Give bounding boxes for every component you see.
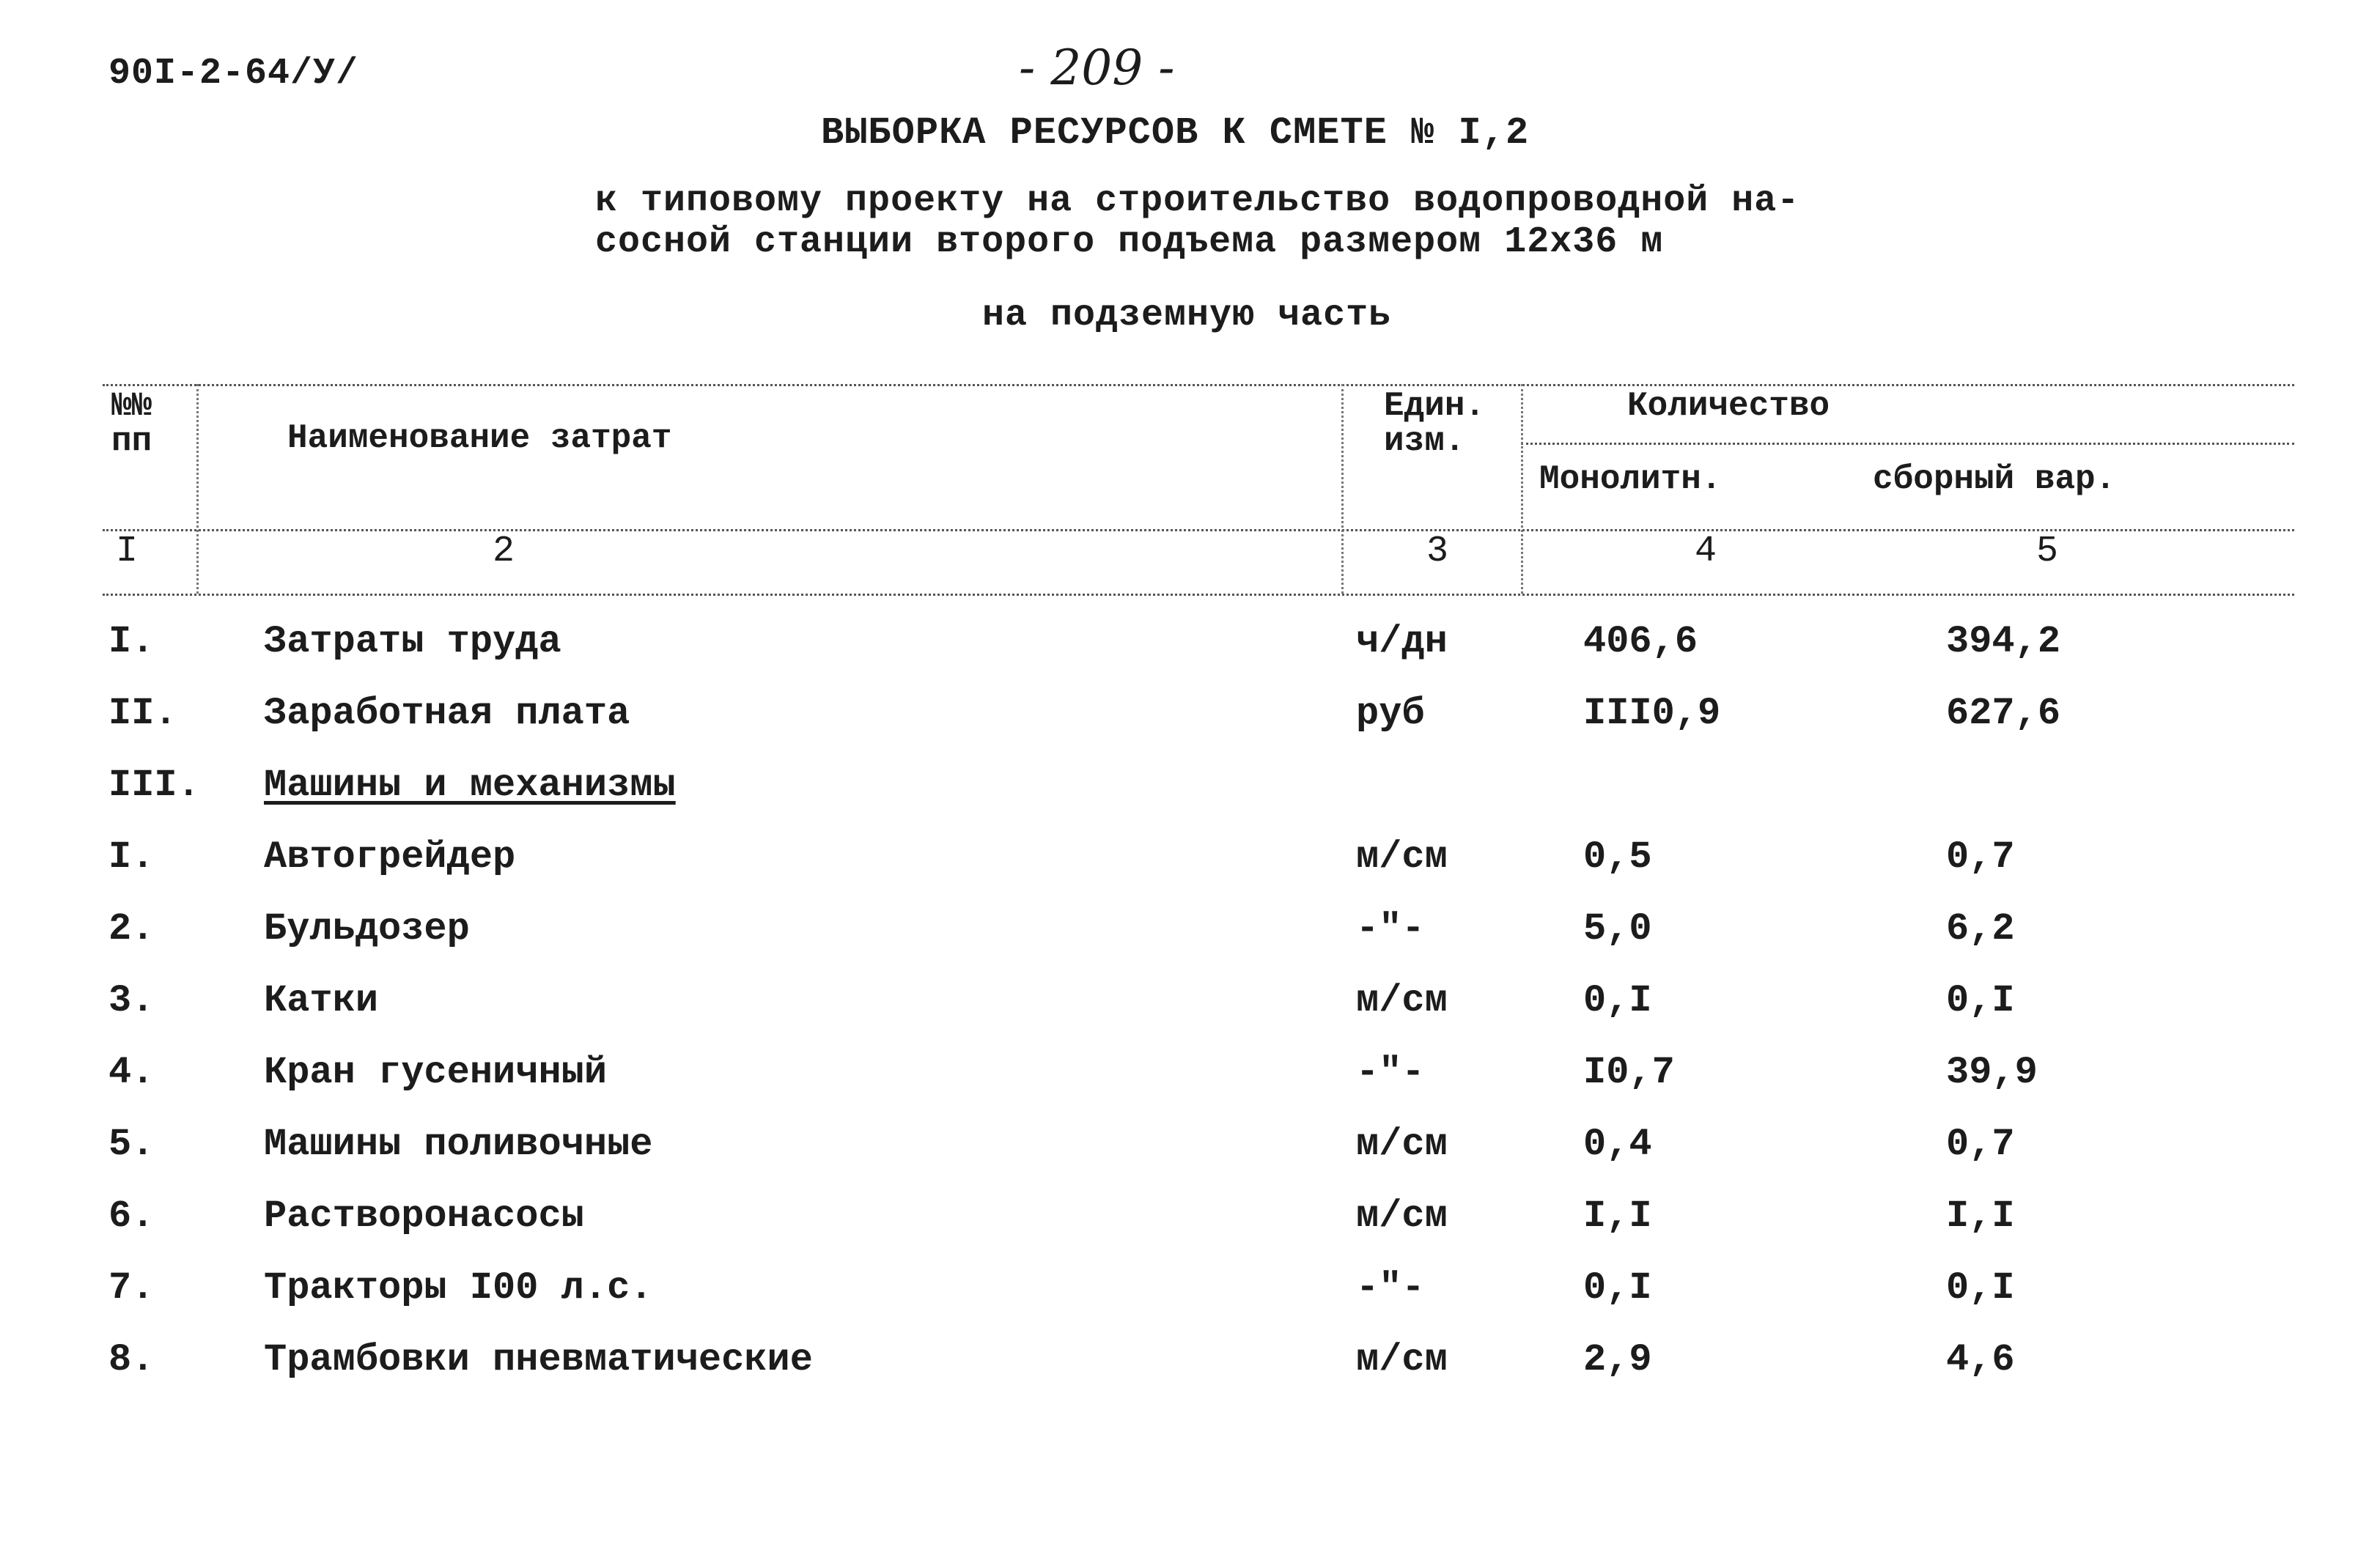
column-divider <box>196 384 199 594</box>
row-number: 7. <box>108 1266 155 1310</box>
row-name: Автогрейдер <box>264 835 516 879</box>
document-title: ВЫБОРКА РЕСУРСОВ К СМЕТЕ № I,2 <box>821 111 1530 155</box>
row-prefab-value: 0,I <box>1946 979 2015 1022</box>
row-unit: м/см <box>1356 835 1448 879</box>
document-subtitle-line2: сосной станции второго подъема размером 12х36 м <box>595 221 1664 263</box>
quantity-subheader-rule <box>1521 443 2294 445</box>
row-prefab-value: 0,I <box>1946 1266 2015 1310</box>
row-monolith-value: 2,9 <box>1583 1338 1652 1381</box>
row-name: Тракторы I00 л.с. <box>264 1266 653 1310</box>
row-unit: ч/дн <box>1356 620 1448 663</box>
row-unit: м/см <box>1356 979 1448 1022</box>
table-top-rule <box>103 384 2294 386</box>
row-unit: -"- <box>1356 1266 1425 1310</box>
row-number: III. <box>108 764 200 807</box>
row-prefab-value: 4,6 <box>1946 1338 2015 1381</box>
row-unit: -"- <box>1356 1051 1425 1094</box>
row-prefab-value: I,I <box>1946 1195 2015 1238</box>
row-number: I. <box>108 835 155 879</box>
row-monolith-value: I0,7 <box>1583 1051 1675 1094</box>
page-number: - 209 - <box>1019 40 1175 96</box>
document-part-label: на подземную часть <box>982 295 1392 336</box>
row-monolith-value: 406,6 <box>1583 620 1698 663</box>
row-name: Трамбовки пневматические <box>264 1338 813 1381</box>
row-name: Растворонасосы <box>264 1195 584 1238</box>
row-prefab-value: 394,2 <box>1946 620 2061 663</box>
row-monolith-value: 0,I <box>1583 979 1652 1022</box>
row-prefab-value: 39,9 <box>1946 1051 2038 1094</box>
row-unit: м/см <box>1356 1195 1448 1238</box>
header-name: Наименование затрат <box>287 419 672 457</box>
row-prefab-value: 627,6 <box>1946 692 2061 735</box>
row-number: 4. <box>108 1051 155 1094</box>
row-name: Затраты труда <box>264 620 561 663</box>
column-divider <box>1341 384 1344 594</box>
header-prefab: сборный вар. <box>1873 460 2116 498</box>
header-bottom-rule <box>103 529 2294 531</box>
row-name: Машины поливочные <box>264 1123 653 1166</box>
row-monolith-value: III0,9 <box>1583 692 1721 735</box>
column-number: I <box>116 531 139 572</box>
row-name: Бульдозер <box>264 907 470 950</box>
row-number: II. <box>108 692 177 735</box>
column-number: 5 <box>2036 531 2059 572</box>
row-name: Кран гусеничный <box>264 1051 608 1094</box>
row-monolith-value: 0,5 <box>1583 835 1652 879</box>
row-number: 6. <box>108 1195 155 1238</box>
header-monolith: Монолитн. <box>1539 460 1722 498</box>
row-number: 8. <box>108 1338 155 1381</box>
row-prefab-value: 0,7 <box>1946 835 2015 879</box>
row-prefab-value: 6,2 <box>1946 907 2015 950</box>
header-quantity: Количество <box>1627 387 1830 425</box>
row-unit: м/см <box>1356 1338 1448 1381</box>
row-monolith-value: I,I <box>1583 1195 1652 1238</box>
row-unit: -"- <box>1356 907 1425 950</box>
row-monolith-value: 5,0 <box>1583 907 1652 950</box>
row-prefab-value: 0,7 <box>1946 1123 2015 1166</box>
section-heading: Машины и механизмы <box>264 764 676 807</box>
row-number: 3. <box>108 979 155 1022</box>
document-subtitle-line1: к типовому проекту на строительство водопроводной на- <box>595 180 1800 222</box>
header-num: №№ пп <box>111 387 152 460</box>
row-number: 5. <box>108 1123 155 1166</box>
row-unit: руб <box>1356 692 1425 735</box>
row-monolith-value: 0,I <box>1583 1266 1652 1310</box>
column-number: 3 <box>1426 531 1449 572</box>
header-unit: Един. изм. <box>1384 387 1486 460</box>
column-number: 2 <box>493 531 515 572</box>
column-number: 4 <box>1695 531 1717 572</box>
row-name: Заработная плата <box>264 692 630 735</box>
row-name: Катки <box>264 979 379 1022</box>
row-monolith-value: 0,4 <box>1583 1123 1652 1166</box>
row-number: I. <box>108 620 155 663</box>
row-unit: м/см <box>1356 1123 1448 1166</box>
column-divider <box>1521 384 1523 594</box>
column-numbers-rule <box>103 594 2294 596</box>
row-number: 2. <box>108 907 155 950</box>
document-code: 90I-2-64/У/ <box>108 53 359 95</box>
